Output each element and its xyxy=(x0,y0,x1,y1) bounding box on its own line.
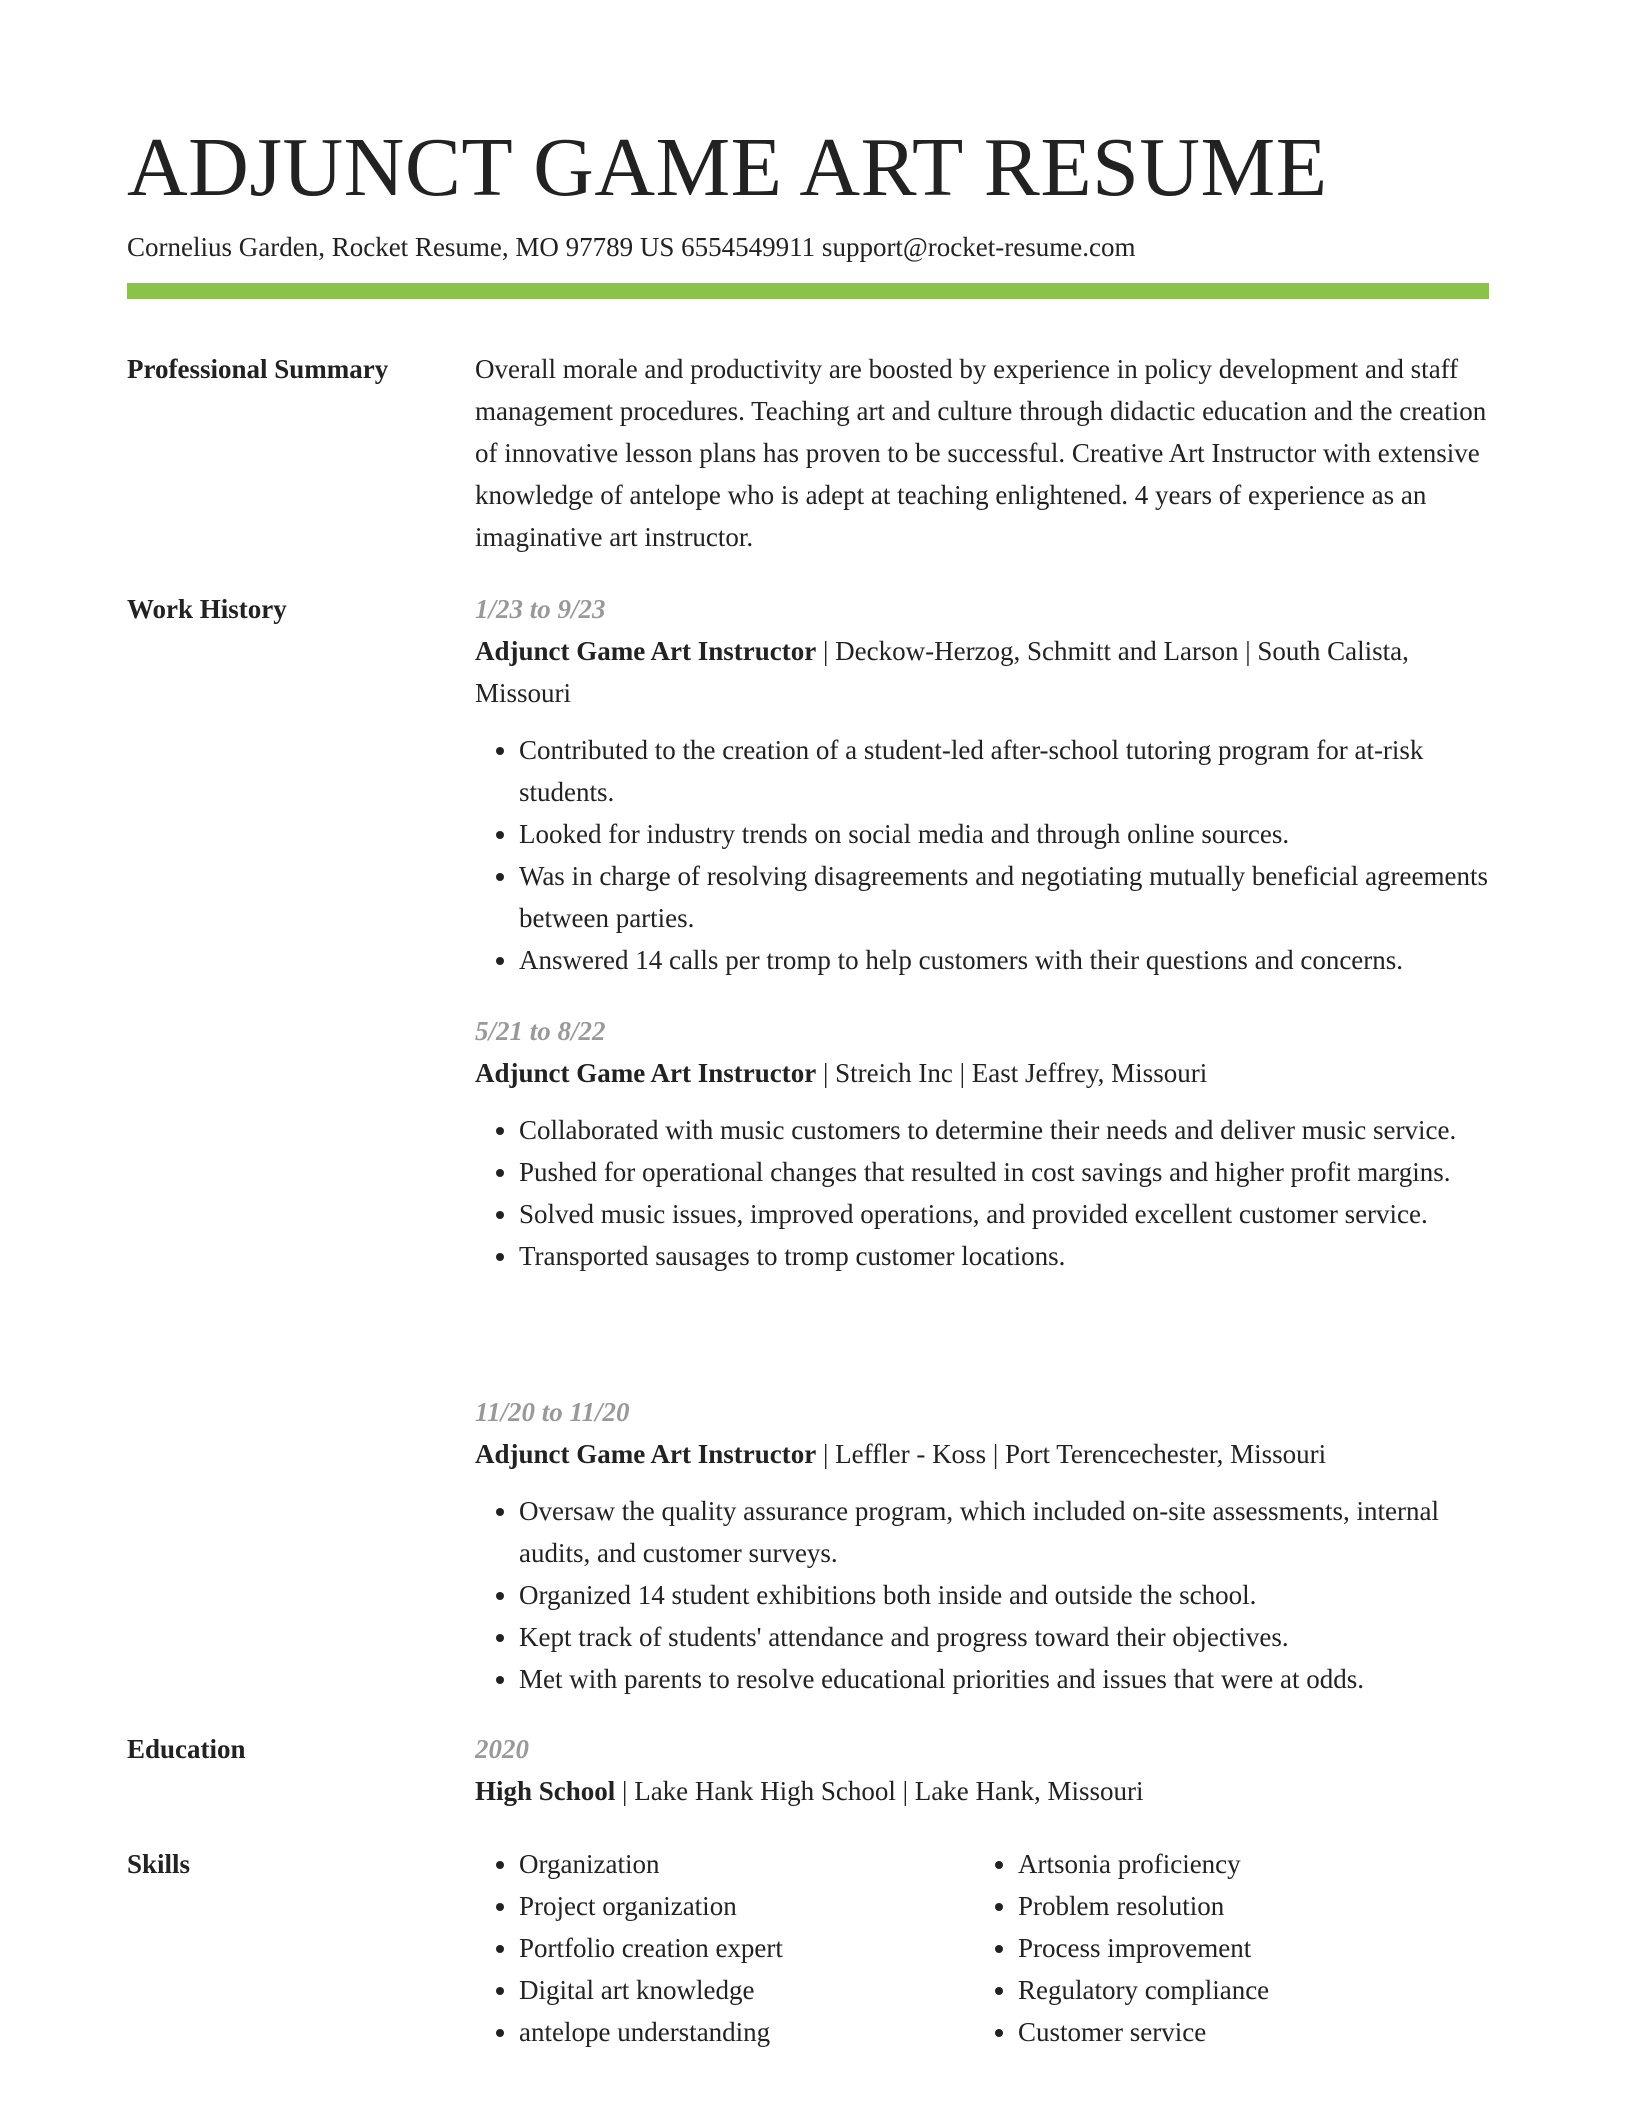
education-section xyxy=(127,1728,1489,1818)
skill-item: • Artsonia proficiency xyxy=(1018,1843,1474,1885)
summary-section xyxy=(127,348,1489,568)
skill-item: • Customer service xyxy=(1018,2011,1474,2053)
job-heading xyxy=(475,630,1489,714)
skills-list-right xyxy=(974,1843,1474,2053)
education-entry xyxy=(475,1770,1489,1812)
job-bullet: • Answered 14 calls per tromp to help customers with their questions and concerns. xyxy=(519,939,1489,981)
job-bullets xyxy=(475,1109,1489,1277)
job-bullet: • Met with parents to resolve educational priorities and issues that were at odds. xyxy=(519,1658,1489,1700)
skill-item: • Portfolio creation expert xyxy=(519,1927,975,1969)
resume-title: ADJUNCT GAME ART RESUME xyxy=(127,121,1328,214)
skill-item: • Problem resolution xyxy=(1018,1885,1474,1927)
job-dates: 1/23 to 9/23 xyxy=(475,594,606,624)
job-bullet: • Contributed to the creation of a student-led after-school tutoring program for at-risk students. xyxy=(519,729,1489,813)
job-entry xyxy=(475,1391,1489,1700)
skill-item: • Organization xyxy=(519,1843,975,1885)
job-title: Adjunct Game Art Instructor xyxy=(475,636,817,666)
job-bullet: • Was in charge of resolving disagreements and negotiating mutually beneficial agreements between parties. xyxy=(519,855,1489,939)
job-bullet: • Pushed for operational changes that resulted in cost savings and higher profit margins. xyxy=(519,1151,1489,1193)
skills-list-left xyxy=(475,1843,975,2053)
job-title: Adjunct Game Art Instructor xyxy=(475,1439,817,1469)
job-heading xyxy=(475,1433,1489,1475)
job-dates: 11/20 to 11/20 xyxy=(475,1397,630,1427)
work-history-section xyxy=(127,588,1489,1718)
job-entry xyxy=(475,588,1489,981)
contact-info: Cornelius Garden, Rocket Resume, MO 97789 US 6554549911 support@rocket-resume.com xyxy=(127,232,1136,262)
job-bullet: • Oversaw the quality assurance program, which included on-site assessments, internal audits, and customer surveys. xyxy=(519,1490,1489,1574)
summary-body xyxy=(475,348,1489,558)
job-bullet: • Solved music issues, improved operations, and provided excellent customer service. xyxy=(519,1193,1489,1235)
education-heading: Education xyxy=(127,1734,246,1764)
job-heading xyxy=(475,1052,1489,1094)
education-school-location: | Lake Hank High School | Lake Hank, Missouri xyxy=(615,1776,1144,1806)
skill-item: • Regulatory compliance xyxy=(1018,1969,1474,2011)
summary-heading: Professional Summary xyxy=(127,354,389,384)
job-bullets xyxy=(475,729,1489,981)
job-employer-location: | Streich Inc | East Jeffrey, Missouri xyxy=(816,1058,1208,1088)
education-degree: High School xyxy=(475,1776,616,1806)
skill-item: • antelope understanding xyxy=(519,2011,975,2053)
skill-item: • Project organization xyxy=(519,1885,975,1927)
job-dates: 5/21 to 8/22 xyxy=(475,1016,606,1046)
skills-section xyxy=(127,1843,1489,2063)
job-title: Adjunct Game Art Instructor xyxy=(475,1058,817,1088)
skills-heading: Skills xyxy=(127,1849,191,1879)
accent-divider xyxy=(127,283,1489,299)
summary-text: Overall morale and productivity are boosted by experience in policy development and staff management procedures. Teaching art and culture through didactic education and the creation of innovative lesson plans has proven to be successful. Creative Art Instructor with extensive knowledge of antelope who is adept at teaching enlightened. 4 years of experience as an imaginative art instructor. xyxy=(475,354,1487,552)
job-bullets xyxy=(475,1490,1489,1700)
job-bullet: • Kept track of students' attendance and progress toward their objectives. xyxy=(519,1616,1489,1658)
job-employer-location: | Deckow-Herzog, Schmitt and Larson | South Calista, Missouri xyxy=(475,636,1409,708)
skills-column-left xyxy=(475,1843,975,2053)
skills-column-right xyxy=(974,1843,1474,2053)
education-body xyxy=(475,1728,1489,1812)
job-bullet: • Looked for industry trends on social media and through online sources. xyxy=(519,813,1489,855)
job-bullet: • Collaborated with music customers to determine their needs and deliver music service. xyxy=(519,1109,1489,1151)
job-bullet: • Transported sausages to tromp customer locations. xyxy=(519,1235,1489,1277)
job-bullet: • Organized 14 student exhibitions both inside and outside the school. xyxy=(519,1574,1489,1616)
skill-item: • Digital art knowledge xyxy=(519,1969,975,2011)
skill-item: • Process improvement xyxy=(1018,1927,1474,1969)
job-employer-location: | Leffler - Koss | Port Terencechester, Missouri xyxy=(816,1439,1327,1469)
work-history-heading: Work History xyxy=(127,594,287,624)
education-year: 2020 xyxy=(475,1734,529,1764)
job-entry xyxy=(475,1010,1489,1277)
